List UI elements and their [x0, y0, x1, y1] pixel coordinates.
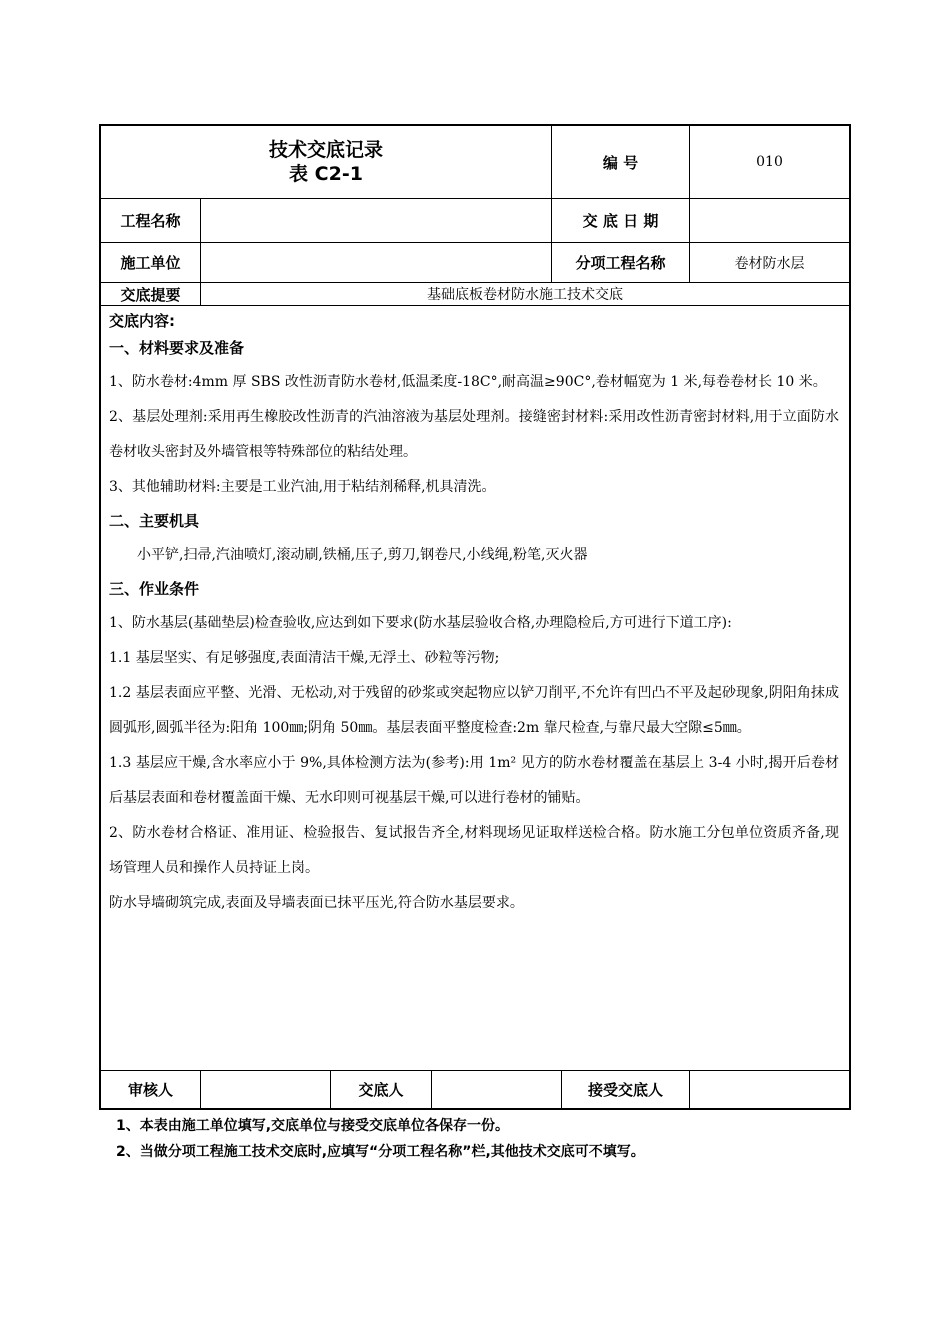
- title-line-1: 技术交底记录: [268, 139, 383, 161]
- form-title: [101, 126, 551, 198]
- unit-row: [101, 243, 849, 283]
- date-label: 交 底 日 期: [551, 199, 689, 242]
- summary-row: [101, 283, 849, 306]
- section-tools: 二、主要机具: [109, 512, 200, 530]
- date-value: [689, 199, 849, 242]
- section-materials: 一、材料要求及准备: [109, 339, 245, 357]
- summary-value: 基础底板卷材防水施工技术交底: [200, 283, 849, 305]
- paragraph: 1、防水基层(基础垫层)检查验收,应达到如下要求(防水基层验收合格,办理隐检后,方可进行下道工序):: [109, 615, 732, 631]
- unit-value: [200, 243, 551, 282]
- content-heading: 交底内容:: [109, 312, 175, 330]
- receiver-value: [689, 1071, 849, 1108]
- paragraph: 2、基层处理剂:采用再生橡胶改性沥青的汽油溶液为基层处理剂。接缝密封材料:采用改性沥青密封材料,用于立面防水卷材收头密封及外墙管根等特殊部位的粘结处理。: [109, 409, 839, 460]
- paragraph: 3、其他辅助材料:主要是工业汽油,用于粘结剂稀释,机具清洗。: [109, 479, 496, 495]
- paragraph: 1、防水卷材:4mm 厚 SBS 改性沥青防水卷材,低温柔度-18C°,耐高温≥90C°,卷材幅宽为 1 米,每卷卷材长 10 米。: [109, 374, 827, 390]
- footnotes: [116, 1113, 645, 1165]
- subitem-label: 分项工程名称: [551, 243, 689, 282]
- project-name-value: [200, 199, 551, 242]
- paragraph: 小平铲,扫帚,汽油喷灯,滚动刷,铁桶,压子,剪刀,钢卷尺,小线绳,粉笔,灭火器: [137, 547, 588, 563]
- discloser-label: 交底人: [330, 1071, 431, 1108]
- paragraph: 1.2 基层表面应平整、光滑、无松动,对于残留的砂浆或突起物应以铲刀削平,不允许有凹凸不平及起砂现象,阴阳角抹成圆弧形,圆弧半径为:阳角 100㎜;阴角 50㎜。基层表面平整度检查:2m 靠尺检查,与靠尺最大空隙≤5㎜。: [109, 685, 839, 736]
- project-row: [101, 199, 849, 243]
- technical-disclosure-form: [99, 124, 851, 1110]
- discloser-value: [431, 1071, 561, 1108]
- subitem-value: 卷材防水层: [689, 243, 849, 282]
- unit-label: 施工单位: [120, 254, 181, 272]
- footnote: 2、当做分项工程施工技术交底时,应填写“分项工程名称”栏,其他技术交底可不填写。: [116, 1144, 645, 1160]
- disclosure-content: [101, 306, 849, 1071]
- paragraph: 2、防水卷材合格证、准用证、检验报告、复试报告齐全,材料现场见证取样送检合格。防水施工分包单位资质齐备,现场管理人员和操作人员持证上岗。: [109, 825, 839, 876]
- signature-row: [101, 1071, 849, 1108]
- footnote: 1、本表由施工单位填写,交底单位与接受交底单位各保存一份。: [116, 1118, 510, 1134]
- number-value: 010: [689, 126, 849, 198]
- reviewer-label: 审核人: [127, 1081, 173, 1099]
- project-name-label: 工程名称: [120, 212, 181, 230]
- summary-label: 交底提要: [120, 285, 181, 304]
- receiver-label: 接受交底人: [561, 1071, 689, 1108]
- paragraph: 1.1 基层坚实、有足够强度,表面清洁干燥,无浮土、砂粒等污物;: [109, 650, 500, 666]
- reviewer-value: [200, 1071, 330, 1108]
- paragraph: 防水导墙砌筑完成,表面及导墙表面已抹平压光,符合防水基层要求。: [109, 895, 524, 911]
- paragraph: 1.3 基层应干燥,含水率应小于 9%,具体检测方法为(参考):用 1m² 见方的防水卷材覆盖在基层上 3-4 小时,揭开后卷材后基层表面和卷材覆盖面干燥、无水印则可视基层干燥,可以进行卷材的铺贴。: [109, 755, 839, 806]
- title-line-2: 表 C2-1: [289, 163, 363, 185]
- header-row: [101, 126, 849, 199]
- section-conditions: 三、作业条件: [109, 580, 200, 598]
- number-label: 编 号: [551, 126, 689, 198]
